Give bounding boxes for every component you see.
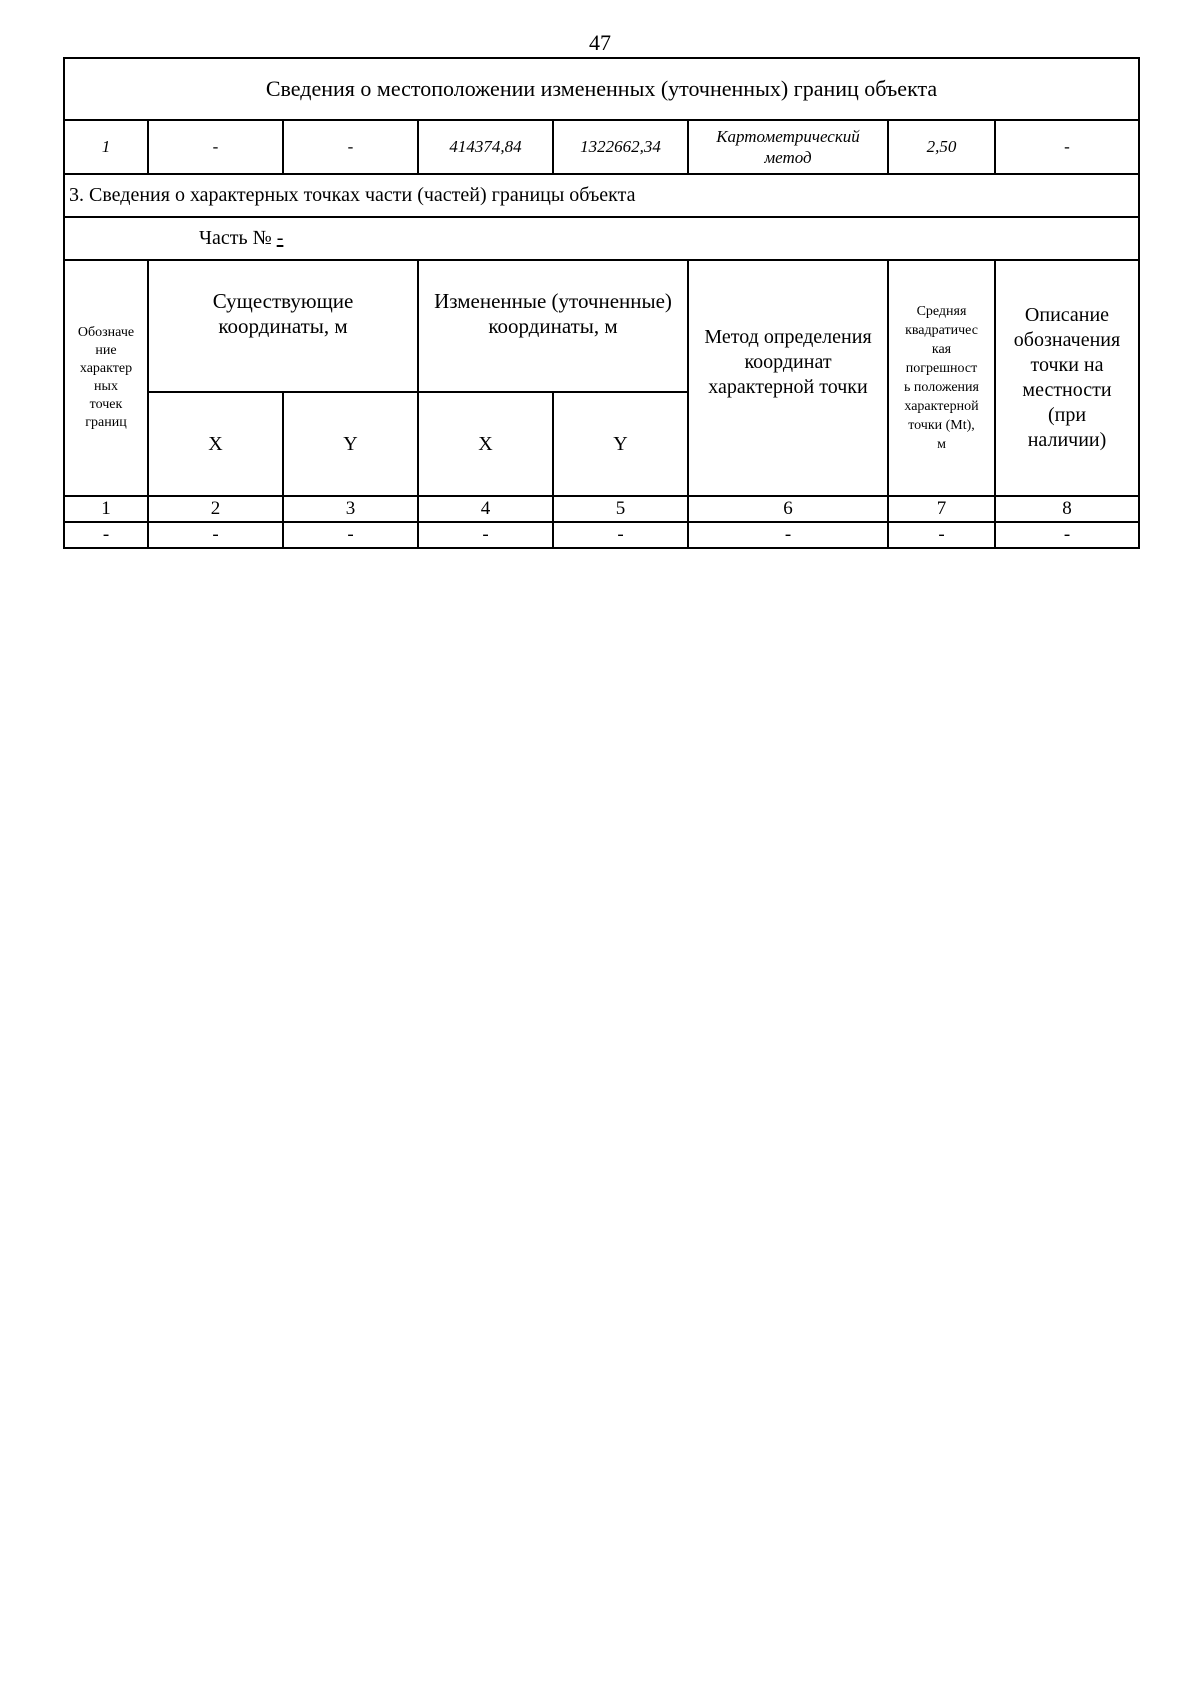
page-number: 47 — [589, 30, 611, 55]
method-line: метод — [764, 148, 812, 167]
method-line: Картометрический — [716, 127, 860, 146]
point-number-cell: 1 — [64, 120, 148, 174]
method-cell — [688, 120, 888, 174]
table-row — [64, 120, 1139, 174]
header-existing-y: Y — [283, 392, 418, 496]
column-number: 6 — [688, 496, 888, 522]
column-number: 5 — [553, 496, 688, 522]
column-number: 2 — [148, 496, 283, 522]
section3-heading-row — [64, 174, 1139, 217]
existing-x-cell: - — [148, 120, 283, 174]
header-rmse: Средняя квадратичес кая погрешност ь положения характерной точки (Mt), м — [888, 260, 995, 496]
column-number: 4 — [418, 496, 553, 522]
header-row — [64, 260, 1139, 392]
table-row — [64, 522, 1139, 548]
table-cell: - — [553, 522, 688, 548]
column-numbers-row — [64, 496, 1139, 522]
part-number-row — [64, 217, 1139, 260]
changed-x-cell: 414374,84 — [418, 120, 553, 174]
header-changed-x: X — [418, 392, 553, 496]
table-cell: - — [888, 522, 995, 548]
header-description: Описание обозначения точки на местности (при наличии) — [995, 260, 1139, 496]
column-number: 3 — [283, 496, 418, 522]
part-number-label: Часть № — [199, 227, 277, 249]
changed-boundaries-title: Сведения о местоположении измененных (уточненных) границ объекта — [64, 58, 1139, 120]
description-cell: - — [995, 120, 1139, 174]
boundary-points-table — [63, 57, 1140, 549]
header-point-designation: Обозначе ние характер ных точек границ — [64, 260, 148, 496]
part-number-value: - — [276, 227, 284, 249]
header-existing-x: X — [148, 392, 283, 496]
header-method: Метод определения координат характерной точки — [688, 260, 888, 496]
column-number: 1 — [64, 496, 148, 522]
changed-boundaries-title-row — [64, 58, 1139, 120]
part-number — [64, 217, 1139, 260]
table-cell: - — [995, 522, 1139, 548]
changed-y-cell: 1322662,34 — [553, 120, 688, 174]
section3-heading: 3. Сведения о характерных точках части (частей) границы объекта — [64, 174, 1139, 217]
table-cell: - — [418, 522, 553, 548]
table-cell: - — [64, 522, 148, 548]
table-cell: - — [688, 522, 888, 548]
header-changed-coordinates: Измененные (уточненные) координаты, м — [418, 260, 688, 392]
table-cell: - — [283, 522, 418, 548]
column-number: 7 — [888, 496, 995, 522]
rmse-cell: 2,50 — [888, 120, 995, 174]
column-number: 8 — [995, 496, 1139, 522]
header-changed-y: Y — [553, 392, 688, 496]
existing-y-cell: - — [283, 120, 418, 174]
header-existing-coordinates: Существующие координаты, м — [148, 260, 418, 392]
table-cell: - — [148, 522, 283, 548]
